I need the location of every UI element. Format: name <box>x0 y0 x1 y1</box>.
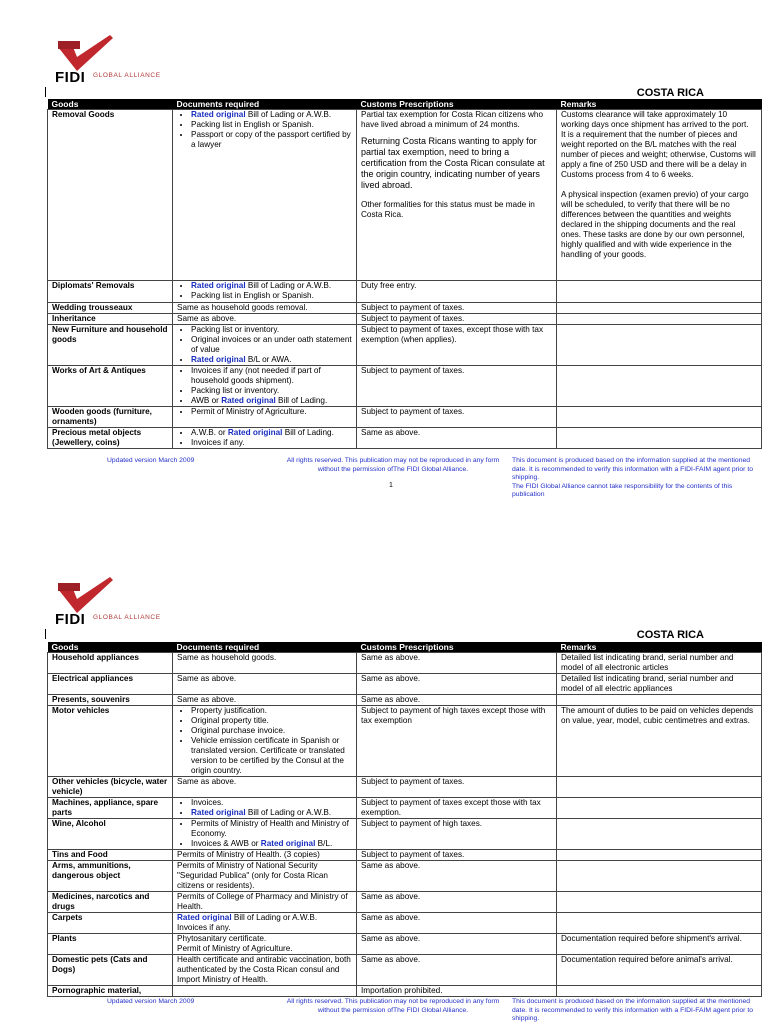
remarks-cell: Detailed list indicating brand, serial number and model of all electric appliances <box>557 674 762 695</box>
fidi-logo <box>55 575 165 628</box>
remarks-cell: Documentation required before shipment's arrival. <box>557 934 762 955</box>
table-header <box>48 99 762 110</box>
remarks-cell <box>557 325 762 366</box>
goods-cell: Medicines, narcotics and drugs <box>48 892 173 913</box>
customs-cell: Subject to payment of taxes. <box>357 777 557 798</box>
header-customs: Customs Prescriptions <box>357 642 557 653</box>
goods-cell: Wedding trousseaux <box>48 303 173 314</box>
list-item: • Rated original B/L or AWA. <box>191 355 352 365</box>
header-customs: Customs Prescriptions <box>357 99 557 110</box>
goods-cell: Motor vehicles <box>48 706 173 777</box>
global-alliance-text: GLOBAL ALLIANCE <box>93 614 161 621</box>
customs-cell: Same as above. <box>357 913 557 934</box>
documents-cell <box>173 819 357 850</box>
list-item: • Invoices if any. <box>191 438 352 448</box>
list-item: • Permits of Ministry of Health and Ministry of Economy. <box>191 819 352 839</box>
list-item: • A.W.B. or Rated original Bill of Lading. <box>191 428 352 438</box>
header-documents: Documents required <box>173 642 357 653</box>
customs-cell: Same as above. <box>357 653 557 674</box>
remarks-cell <box>557 110 762 281</box>
list-item: • Original invoices or an under oath statement of value <box>191 335 352 355</box>
header-goods: Goods <box>48 99 173 110</box>
customs-cell: Subject to payment of taxes. <box>357 303 557 314</box>
goods-cell: Works of Art & Antiques <box>48 366 173 407</box>
table-row <box>48 303 762 314</box>
goods-cell: Plants <box>48 934 173 955</box>
remarks-cell <box>557 986 762 997</box>
list-item: • Property justification. <box>191 706 352 716</box>
table-row <box>48 428 762 449</box>
footer-updated: Updated version March 2009 <box>107 998 195 1005</box>
remarks-cell <box>557 281 762 303</box>
fidi-wordmark: FIDI <box>55 69 86 86</box>
remarks-cell: Documentation required before animal's arrival. <box>557 955 762 986</box>
table-row <box>48 892 762 913</box>
documents-cell <box>173 325 357 366</box>
customs-cell: Subject to payment of taxes. <box>357 314 557 325</box>
goods-cell: Inheritance <box>48 314 173 325</box>
list-item: • Rated original Bill of Lading or A.W.B. <box>191 808 352 818</box>
list-item: • Invoices if any (not needed if part of household goods shipment). <box>191 366 352 386</box>
page-1 <box>0 0 768 510</box>
header-remarks: Remarks <box>557 642 762 653</box>
remarks-cell <box>557 861 762 892</box>
country-title: COSTA RICA <box>636 87 704 99</box>
footer-disclaimer: This document is produced based on the information supplied at the mentioned date. It is recommended to verify this information with a FIDI-FAIM agent prior to shipping. The FIDI Global Alliance cannot take responsibility for the contents of this publication <box>512 457 754 498</box>
goods-cell: Wooden goods (furniture, ornaments) <box>48 407 173 428</box>
list-item: • Packing list or inventory. <box>191 325 352 335</box>
table-row <box>48 653 762 674</box>
table-row <box>48 366 762 407</box>
goods-cell: Electrical appliances <box>48 674 173 695</box>
goods-cell: Other vehicles (bicycle, water vehicle) <box>48 777 173 798</box>
table-row <box>48 934 762 955</box>
list-item: • Passport or copy of the passport certified by a lawyer <box>191 130 352 150</box>
customs-cell: Duty free entry. <box>357 281 557 303</box>
table-row <box>48 777 762 798</box>
goods-cell: Arms, ammunitions, dangerous object <box>48 861 173 892</box>
goods-cell: Removal Goods <box>48 110 173 281</box>
customs-cell: Same as above. <box>357 428 557 449</box>
customs-cell: Same as above. <box>357 674 557 695</box>
documents-cell: Permits of College of Pharmacy and Ministry of Health. <box>173 892 357 913</box>
customs-cell <box>357 110 557 281</box>
fidi-wordmark: FIDI <box>55 611 86 628</box>
list-item: • AWB or Rated original Bill of Lading. <box>191 396 352 406</box>
remarks-cell <box>557 695 762 706</box>
footer-rights: All rights reserved. This publication may not be reproduced in any form without the permission ofThe FIDI Global Alliance. <box>286 998 500 1014</box>
goods-cell: Carpets <box>48 913 173 934</box>
list-item: • Original property title. <box>191 716 352 726</box>
header-documents: Documents required <box>173 99 357 110</box>
customs-cell: Subject to payment of taxes. <box>357 366 557 407</box>
documents-cell <box>173 407 357 428</box>
remarks-cell: Detailed list indicating brand, serial number and model of all electronic articles <box>557 653 762 674</box>
table-row <box>48 913 762 934</box>
footer-disclaimer: This document is produced based on the information supplied at the mentioned date. It is recommended to verify this information with a FIDI-FAIM agent prior to shipping. <box>512 998 754 1022</box>
remarks-cell <box>557 777 762 798</box>
paragraph: Other formalities for this status must be made in Costa Rica. <box>361 200 535 219</box>
table-row <box>48 819 762 850</box>
customs-table-2 <box>47 642 762 997</box>
customs-cell: Same as above. <box>357 892 557 913</box>
customs-cell: Same as above. <box>357 955 557 986</box>
table-row <box>48 407 762 428</box>
documents-cell: Permits of Ministry of National Security "Seguridad Publica" (only for Costa Rican citizens or residents). <box>173 861 357 892</box>
documents-cell <box>173 110 357 281</box>
documents-cell: Same as household goods removal. <box>173 303 357 314</box>
documents-cell <box>173 281 357 303</box>
checkmark-icon <box>55 33 115 73</box>
list-item: • Invoices. <box>191 798 352 808</box>
goods-cell: Precious metal objects (Jewellery, coins) <box>48 428 173 449</box>
table-row <box>48 706 762 777</box>
remarks-cell: The amount of duties to be paid on vehicles depends on value, year, model, cubic centimetres and extras. <box>557 706 762 777</box>
documents-cell: Permits of Ministry of Health. (3 copies) <box>173 850 357 861</box>
fidi-logo <box>55 33 165 86</box>
footer-updated: Updated version March 2009 <box>107 457 195 464</box>
list-item: • Invoices & AWB or Rated original B/L. <box>191 839 352 849</box>
divider <box>45 87 46 97</box>
remarks-cell <box>557 314 762 325</box>
goods-cell: Presents, souvenirs <box>48 695 173 706</box>
footer-rights: All rights reserved. This publication may not be reproduced in any form without the permission ofThe FIDI Global Alliance. <box>286 457 500 473</box>
goods-cell: Machines, appliance, spare parts <box>48 798 173 819</box>
table-header <box>48 642 762 653</box>
paragraph: Returning Costa Ricans wanting to apply for partial tax exemption, need to bring a certification from the Costa Rican consulate at the origin country, indicating number of years lived abroad. <box>361 136 545 190</box>
header-goods: Goods <box>48 642 173 653</box>
goods-cell: Household appliances <box>48 653 173 674</box>
table-row <box>48 861 762 892</box>
table-row <box>48 695 762 706</box>
table-row <box>48 110 762 281</box>
documents-cell: Same as household goods. <box>173 653 357 674</box>
remarks-cell <box>557 819 762 850</box>
remarks-cell <box>557 798 762 819</box>
page-number: 1 <box>389 482 393 489</box>
customs-cell: Subject to payment of taxes except those with tax exemption. <box>357 798 557 819</box>
customs-cell: Subject to payment of taxes, except those with tax exemption (when applies). <box>357 325 557 366</box>
customs-table-1 <box>47 99 762 449</box>
documents-cell <box>173 706 357 777</box>
header-remarks: Remarks <box>557 99 762 110</box>
customs-cell: Same as above. <box>357 934 557 955</box>
documents-cell: Same as above. <box>173 777 357 798</box>
list-item: • Permit of Ministry of Agriculture. <box>191 407 352 417</box>
documents-cell <box>173 798 357 819</box>
table-row <box>48 798 762 819</box>
table-row <box>48 325 762 366</box>
customs-cell: Subject to payment of taxes. <box>357 850 557 861</box>
table-row <box>48 314 762 325</box>
divider <box>45 629 46 639</box>
goods-cell: Domestic pets (Cats and Dogs) <box>48 955 173 986</box>
customs-cell: Same as above. <box>357 861 557 892</box>
customs-cell: Same as above. <box>357 695 557 706</box>
remarks-cell <box>557 892 762 913</box>
list-item: • Rated original Bill of Lading or A.W.B. <box>191 110 352 120</box>
documents-cell: Same as above. <box>173 674 357 695</box>
documents-cell: Same as above. <box>173 314 357 325</box>
remarks-cell <box>557 428 762 449</box>
goods-cell: Pornographic material, <box>48 986 173 997</box>
customs-cell: Subject to payment of high taxes except those with tax exemption <box>357 706 557 777</box>
remarks-cell <box>557 913 762 934</box>
goods-cell: Wine, Alcohol <box>48 819 173 850</box>
documents-cell <box>173 366 357 407</box>
remarks-cell <box>557 850 762 861</box>
paragraph: It is a requirement that the number of pieces and weight reported on the B/L matches with the real number of pieces and weight; otherwise, Customs will apply a fine of 250 USD and there will be a delay in Customs process from 4 to 6 weeks. <box>561 130 756 179</box>
remarks-cell <box>557 303 762 314</box>
table-row <box>48 850 762 861</box>
list-item: • Packing list in English or Spanish. <box>191 120 352 130</box>
table-row <box>48 986 762 997</box>
paragraph: Customs clearance will take approximately 10 working days once shipment has arrived to the port. <box>561 110 749 129</box>
global-alliance-text: GLOBAL ALLIANCE <box>93 72 161 79</box>
documents-cell: Same as above. <box>173 695 357 706</box>
country-title: COSTA RICA <box>636 629 704 641</box>
customs-cell: Subject to payment of high taxes. <box>357 819 557 850</box>
documents-cell <box>173 428 357 449</box>
paragraph: Partial tax exemption for Costa Rican citizens who have lived abroad a minimum of 24 months. <box>361 110 544 129</box>
list-item: • Rated original Bill of Lading or A.W.B. <box>191 281 352 291</box>
paragraph: A physical inspection (examen previo) of your cargo will be scheduled, to verify that there will be no differences between the quantities and weights declared in the shipping documents and the real ones. These tasks are done by our own personnel, highly qualified and with wide experience in the handling of your goods. <box>561 190 749 259</box>
customs-cell: Subject to payment of taxes. <box>357 407 557 428</box>
documents-cell: Rated original Bill of Lading or A.W.B. Invoices if any. <box>173 913 357 934</box>
table-row <box>48 674 762 695</box>
goods-cell: New Furniture and household goods <box>48 325 173 366</box>
table-row <box>48 955 762 986</box>
list-item: • Packing list in English or Spanish. <box>191 291 352 301</box>
remarks-cell <box>557 366 762 407</box>
list-item: • Original purchase invoice. <box>191 726 352 736</box>
table-row <box>48 281 762 303</box>
checkmark-icon <box>55 575 115 615</box>
list-item: • Vehicle emission certificate in Spanish or translated version. Certificate or translated version to be certified by the Consul at the origin country. <box>191 736 352 776</box>
documents-cell: Health certificate and antirabic vaccination, both authenticated by the Costa Rican consul and Import Ministry of Health. <box>173 955 357 986</box>
customs-cell: Importation prohibited. <box>357 986 557 997</box>
list-item: • Packing list or inventory. <box>191 386 352 396</box>
documents-cell <box>173 986 357 997</box>
goods-cell: Diplomats' Removals <box>48 281 173 303</box>
goods-cell: Tins and Food <box>48 850 173 861</box>
documents-cell: Phytosanitary certificate. Permit of Ministry of Agriculture. <box>173 934 357 955</box>
remarks-cell <box>557 407 762 428</box>
